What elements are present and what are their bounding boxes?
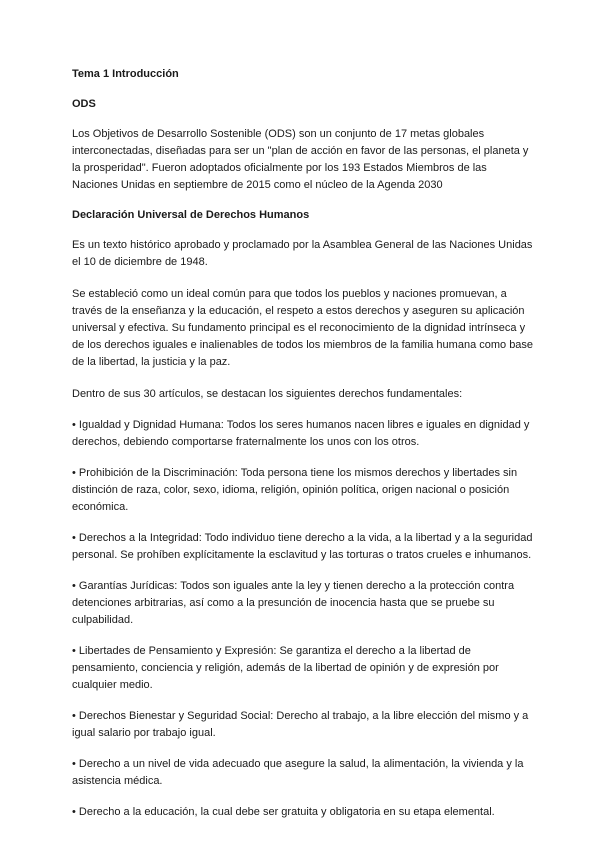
list-item-right: • Derecho a la educación, la cual debe ser gratuita y obligatoria en su etapa elemental. bbox=[72, 806, 495, 818]
list-item-right: • Libertades de Pensamiento y Expresión: Se garantiza el derecho a la libertad de pensamiento, conciencia y religión, además de la libertad de opinión y de expresión por cualquier medio. bbox=[72, 645, 499, 691]
document-title: Tema 1 Introducción bbox=[72, 68, 179, 80]
ods-paragraph: Los Objetivos de Desarrollo Sostenible (ODS) son un conjunto de 17 metas globales interconectadas, diseñadas para ser un "plan de acción en favor de las personas, el planeta y la prosperidad". Fueron adoptados oficialmente por los 193 Estados Miembros de las Naciones Unidas en septiembre de 2015 como el núcleo de la Agenda 2030 bbox=[72, 128, 529, 191]
section-heading-dudh: Declaración Universal de Derechos Humanos bbox=[72, 209, 310, 221]
list-item-right: • Igualdad y Dignidad Humana: Todos los seres humanos nacen libres e iguales en dignidad y derechos, debiendo comportarse fraternalmente los unos con los otros. bbox=[72, 419, 530, 448]
section-heading-ods: ODS bbox=[72, 98, 96, 110]
list-item-right: • Derechos a la Integridad: Todo individuo tiene derecho a la vida, a la libertad y a la seguridad personal. Se prohíben explícitamente la esclavitud y las torturas o tratos crueles e inhumanos. bbox=[72, 532, 533, 561]
document-page bbox=[72, 66, 534, 821]
list-item-right: • Prohibición de la Discriminación: Toda persona tiene los mismos derechos y libertades sin distinción de raza, color, sexo, idioma, religión, opinión política, origen nacional o posición económica. bbox=[72, 467, 518, 513]
list-item-right: • Derecho a un nivel de vida adecuado que asegure la salud, la alimentación, la vivienda y la asistencia médica. bbox=[72, 758, 524, 787]
dudh-paragraph-foundation: Se estableció como un ideal común para que todos los pueblos y naciones promuevan, a través de la enseñanza y la educación, el respeto a estos derechos y aseguren su aplicación universal y efectiva. Su fundamento principal es el reconocimiento de la dignidad intrínseca y de los derechos iguales e inalienables de todos los miembros de la familia humana como base de la libertad, la justicia y la paz. bbox=[72, 288, 534, 368]
dudh-paragraph-intro: Es un texto histórico aprobado y proclamado por la Asamblea General de las Naciones Unidas el 10 de diciembre de 1948. bbox=[72, 239, 533, 268]
list-item-right: • Derechos Bienestar y Seguridad Social: Derecho al trabajo, a la libre elección del mismo y a igual salario por trabajo igual. bbox=[72, 710, 529, 739]
list-item-right: • Garantías Jurídicas: Todos son iguales ante la ley y tienen derecho a la protección contra detenciones arbitrarias, así como a la presunción de inocencia hasta que se pruebe su culpabilidad. bbox=[72, 580, 515, 626]
dudh-paragraph-articles: Dentro de sus 30 artículos, se destacan los siguientes derechos fundamentales: bbox=[72, 388, 463, 400]
